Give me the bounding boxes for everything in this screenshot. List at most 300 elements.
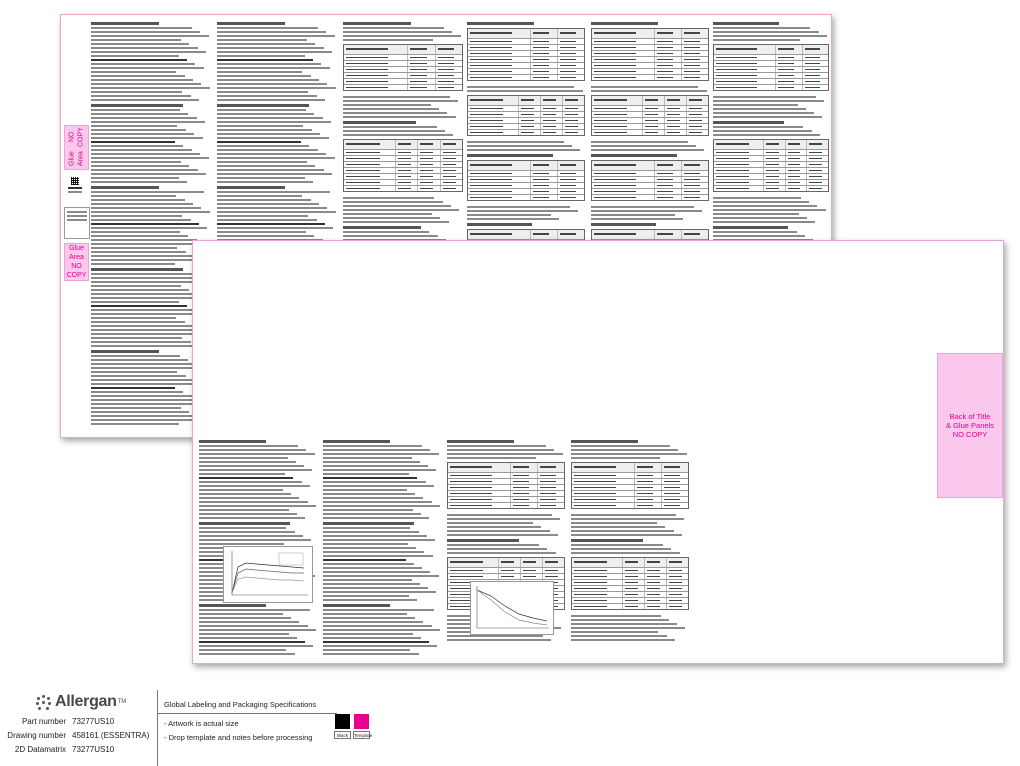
- text-line: [467, 90, 583, 92]
- text-line: [91, 263, 175, 265]
- text-line: [713, 22, 779, 25]
- text-line: [199, 469, 312, 471]
- text-line: [323, 599, 417, 601]
- text-line: [591, 90, 707, 92]
- footer-divider-vertical: [157, 690, 158, 766]
- text-line: [91, 113, 188, 115]
- text-line: [91, 337, 182, 339]
- text-line: [199, 453, 315, 455]
- template-swatch: [354, 714, 369, 729]
- text-line: [217, 173, 332, 175]
- text-line: [343, 22, 411, 25]
- text-line: [217, 99, 325, 101]
- text-line: [447, 449, 554, 451]
- text-line: [323, 613, 407, 615]
- text-line: [217, 43, 315, 45]
- glue-area-left-line2: NO COPY: [66, 263, 87, 279]
- text-line: [91, 153, 200, 155]
- text-line: [571, 440, 638, 443]
- text-line: [467, 214, 551, 216]
- text-line: [343, 235, 438, 237]
- text-line: [343, 226, 421, 229]
- text-line: [91, 99, 199, 101]
- text-line: [217, 59, 313, 61]
- text-line: [91, 149, 192, 151]
- text-line: [91, 71, 176, 73]
- text-line: [199, 633, 289, 635]
- text-line: [217, 63, 321, 65]
- text-line: [591, 86, 698, 88]
- text-line: [217, 231, 306, 233]
- processing-notes: [164, 717, 312, 745]
- text-line: [91, 259, 203, 261]
- allergan-wordmark: Allergan: [55, 693, 117, 710]
- text-line: [323, 551, 424, 553]
- text-line: [217, 27, 318, 29]
- text-line: [343, 108, 439, 110]
- text-line: [323, 501, 432, 503]
- text-line: [343, 104, 431, 106]
- text-line: [199, 649, 286, 651]
- text-line: [323, 461, 420, 463]
- text-line: [91, 181, 187, 183]
- text-line: [217, 95, 317, 97]
- glue-area-left-panel: [64, 243, 89, 281]
- text-line: [571, 453, 687, 455]
- text-line: [91, 391, 183, 393]
- text-line: [91, 317, 176, 319]
- text-line: [713, 112, 814, 114]
- text-line: [323, 645, 437, 647]
- text-line: [323, 449, 430, 451]
- text-line: [571, 530, 674, 532]
- text-line: [91, 211, 210, 213]
- text-line: [199, 501, 308, 503]
- text-line: [91, 293, 198, 295]
- text-line: [323, 527, 410, 529]
- text-line: [199, 609, 310, 611]
- text-line: [467, 206, 570, 208]
- text-line: [91, 407, 181, 409]
- text-line: [91, 301, 179, 303]
- text-line: [323, 485, 434, 487]
- text-line: [447, 552, 556, 554]
- text-line: [447, 526, 541, 528]
- text-line: [713, 205, 817, 207]
- text-line: [447, 530, 550, 532]
- text-line: [713, 104, 798, 106]
- text-line: [713, 121, 784, 124]
- text-line: [591, 223, 656, 226]
- text-line: [447, 522, 533, 524]
- text-line: [217, 191, 330, 193]
- text-line: [217, 129, 312, 131]
- text-line: [91, 239, 197, 241]
- text-line: [323, 617, 415, 619]
- text-line: [199, 481, 302, 483]
- text-line: [217, 219, 317, 221]
- text-line: [91, 47, 198, 49]
- text-line: [713, 116, 822, 118]
- text-line: [323, 587, 428, 589]
- text-line: [217, 149, 318, 151]
- text-line: [217, 104, 309, 107]
- text-line: [343, 201, 443, 203]
- text-line: [199, 645, 313, 647]
- text-line: [199, 461, 296, 463]
- text-line: [343, 100, 458, 102]
- text-line: [571, 522, 657, 524]
- text-line: [199, 457, 288, 459]
- table-block: [591, 160, 709, 201]
- text-line: [591, 206, 694, 208]
- table-block: [467, 28, 585, 81]
- text-line: [91, 415, 198, 417]
- text-line: [91, 203, 193, 205]
- text-line: [217, 91, 308, 93]
- glue-area-top-line2: NO COPY: [68, 127, 85, 147]
- text-line: [91, 305, 187, 307]
- text-line: [217, 22, 285, 25]
- text-line: [91, 75, 185, 77]
- text-line: [323, 453, 439, 455]
- text-line: [91, 309, 195, 311]
- text-line: [91, 186, 159, 189]
- text-line: [91, 207, 201, 209]
- table-block: [467, 160, 585, 201]
- text-line: [217, 71, 302, 73]
- text-line: [343, 231, 429, 233]
- text-line: [91, 379, 194, 381]
- text-line: [91, 129, 186, 131]
- text-line: [323, 591, 436, 593]
- front-text-column-2: [323, 437, 441, 661]
- text-line: [91, 165, 189, 167]
- text-line: [217, 223, 325, 225]
- text-line: [713, 213, 799, 215]
- text-line: [217, 83, 327, 85]
- text-line: [199, 489, 283, 491]
- text-line: [91, 277, 200, 279]
- text-line: [91, 321, 185, 323]
- text-line: [571, 623, 677, 625]
- text-line: [217, 141, 301, 143]
- table-block: [571, 557, 689, 610]
- text-line: [199, 497, 299, 499]
- text-line: [91, 223, 199, 225]
- spec-header: Global Labeling and Packaging Specifications: [164, 700, 317, 709]
- text-line: [91, 387, 175, 389]
- text-line: [343, 134, 453, 136]
- text-line: [91, 247, 177, 249]
- text-line: [91, 359, 188, 361]
- text-line: [91, 121, 205, 123]
- datamatrix-icon: [71, 177, 79, 185]
- text-line: [91, 133, 194, 135]
- template-swatch-label: Template: [354, 733, 373, 738]
- text-line: [91, 145, 183, 147]
- text-line: [571, 539, 643, 542]
- datamatrix-field: [0, 745, 114, 755]
- text-line: [199, 641, 305, 643]
- text-line: [323, 641, 429, 643]
- line-graph-figure-2: [470, 581, 554, 635]
- text-line: [323, 473, 409, 475]
- text-line: [199, 535, 303, 537]
- text-line: [91, 137, 203, 139]
- text-line: [217, 117, 323, 119]
- text-line: [713, 217, 807, 219]
- text-line: [447, 514, 552, 516]
- text-line: [217, 195, 302, 197]
- text-line: [217, 35, 335, 37]
- text-line: [199, 527, 286, 529]
- text-line: [91, 363, 197, 365]
- text-line: [91, 83, 201, 85]
- text-line: [447, 518, 560, 520]
- text-line: [447, 548, 547, 550]
- text-line: [343, 197, 434, 199]
- text-line: [91, 297, 206, 299]
- text-line: [91, 273, 192, 275]
- text-line: [91, 383, 203, 385]
- text-line: [343, 209, 459, 211]
- text-line: [571, 619, 669, 621]
- text-line: [199, 465, 304, 467]
- allergan-logo: [36, 693, 126, 711]
- black-swatch: [335, 714, 350, 729]
- text-line: [91, 255, 194, 257]
- back-of-title-panel: [937, 353, 1003, 498]
- text-line: [343, 217, 440, 219]
- back-of-title-line3: NO COPY: [952, 430, 988, 439]
- text-line: [713, 96, 816, 98]
- text-line: [323, 637, 421, 639]
- text-line: [91, 104, 183, 107]
- text-line: [199, 509, 289, 511]
- text-line: [467, 218, 559, 220]
- text-line: [713, 130, 812, 132]
- text-line: [217, 145, 309, 147]
- text-line: [91, 22, 159, 25]
- text-line: [323, 563, 414, 565]
- text-line: [199, 629, 316, 631]
- text-line: [91, 27, 192, 29]
- text-line: [713, 197, 801, 199]
- text-line: [217, 39, 307, 41]
- glue-area-top-panel: [64, 125, 89, 170]
- text-line: [217, 55, 305, 57]
- part-number-value: 73277US10: [72, 717, 115, 726]
- text-line: [323, 547, 416, 549]
- drawing-number-value: 458161 (ESSENTRA): [72, 731, 150, 740]
- text-line: [713, 100, 824, 102]
- text-line: [91, 161, 181, 163]
- part-number-label: Part number: [21, 717, 66, 726]
- text-line: [323, 497, 423, 499]
- text-line: [91, 95, 191, 97]
- text-line: [323, 513, 421, 515]
- text-line: [713, 134, 820, 136]
- text-line: [199, 531, 295, 533]
- text-line: [91, 329, 201, 331]
- text-line: [713, 201, 809, 203]
- text-line: [323, 517, 429, 519]
- text-line: [91, 231, 180, 233]
- text-line: [217, 47, 324, 49]
- text-line: [199, 445, 298, 447]
- text-line: [343, 221, 449, 223]
- text-line: [91, 235, 188, 237]
- black-swatch-label: Black: [334, 731, 351, 739]
- text-line: [713, 35, 827, 37]
- text-line: [323, 539, 435, 541]
- text-line: [343, 116, 456, 118]
- text-line: [217, 157, 335, 159]
- text-line: [91, 177, 179, 179]
- code-block: [65, 175, 87, 205]
- text-line: [467, 149, 580, 151]
- text-line: [323, 457, 412, 459]
- text-line: [91, 43, 189, 45]
- datamatrix-label: 2D Datamatrix: [14, 745, 66, 754]
- text-line: [713, 209, 826, 211]
- text-line: [91, 285, 181, 287]
- text-line: [571, 514, 676, 516]
- text-line: [217, 109, 306, 111]
- text-line: [571, 518, 684, 520]
- text-line: [217, 211, 336, 213]
- leaflet-front-sheet: [192, 240, 1004, 664]
- text-line: [91, 341, 191, 343]
- text-line: [571, 615, 661, 617]
- text-line: [199, 617, 291, 619]
- text-line: [467, 154, 553, 157]
- note-artwork-size: - Artwork is actual size: [164, 719, 239, 728]
- text-line: [343, 205, 451, 207]
- drawing-number-field: [0, 731, 149, 741]
- text-line: [91, 51, 206, 53]
- text-line: [199, 449, 306, 451]
- text-line: [323, 440, 390, 443]
- text-line: [91, 63, 195, 65]
- text-line: [199, 473, 285, 475]
- glue-area-top-line1: Glue Area: [68, 151, 85, 166]
- text-line: [323, 543, 408, 545]
- text-line: [591, 149, 704, 151]
- text-line: [323, 629, 440, 631]
- text-line: [91, 350, 159, 353]
- text-line: [323, 609, 434, 611]
- text-line: [713, 108, 806, 110]
- text-line: [323, 522, 414, 525]
- line-graph-figure-1: [223, 546, 313, 603]
- text-line: [199, 493, 291, 495]
- text-line: [91, 367, 205, 369]
- text-line: [217, 199, 311, 201]
- text-line: [91, 87, 210, 89]
- text-line: [217, 161, 307, 163]
- text-line: [591, 22, 658, 25]
- text-line: [91, 325, 193, 327]
- text-line: [467, 210, 578, 212]
- text-line: [91, 173, 206, 175]
- text-line: [467, 86, 574, 88]
- text-line: [713, 231, 797, 233]
- text-line: [323, 604, 390, 607]
- text-line: [199, 440, 266, 443]
- text-line: [199, 613, 283, 615]
- text-line: [713, 235, 805, 237]
- text-line: [343, 96, 450, 98]
- text-line: [323, 579, 412, 581]
- table-block: [591, 28, 709, 81]
- legend-box: [64, 207, 90, 239]
- text-line: [343, 39, 433, 41]
- table-block: [447, 462, 565, 509]
- text-line: [91, 117, 197, 119]
- text-line: [199, 604, 266, 607]
- text-line: [91, 157, 209, 159]
- text-line: [199, 543, 284, 545]
- note-drop-template: - Drop template and notes before processing: [164, 733, 313, 742]
- text-line: [217, 215, 308, 217]
- text-line: [323, 555, 433, 557]
- text-line: [199, 621, 299, 623]
- text-line: [91, 399, 200, 401]
- text-line: [323, 469, 436, 471]
- text-line: [217, 79, 319, 81]
- text-line: [323, 621, 423, 623]
- text-line: [323, 489, 407, 491]
- text-line: [323, 625, 432, 627]
- text-line: [217, 133, 320, 135]
- text-line: [91, 195, 176, 197]
- text-line: [199, 477, 293, 479]
- table-block: [343, 44, 463, 91]
- text-line: [91, 219, 191, 221]
- text-line: [217, 181, 313, 183]
- text-line: [91, 355, 180, 357]
- text-line: [571, 445, 670, 447]
- back-of-title-line1: Back of Title: [949, 412, 991, 421]
- table-block: [343, 139, 463, 192]
- text-line: [323, 505, 440, 507]
- text-line: [571, 552, 680, 554]
- text-line: [91, 243, 205, 245]
- text-line: [713, 31, 819, 33]
- text-line: [447, 639, 551, 641]
- text-line: [91, 191, 204, 193]
- text-line: [91, 31, 200, 33]
- text-line: [591, 141, 688, 143]
- text-line: [323, 559, 406, 561]
- text-line: [199, 513, 297, 515]
- front-text-column-4: [571, 437, 689, 661]
- text-line: [323, 445, 422, 447]
- text-line: [323, 649, 410, 651]
- text-line: [217, 31, 326, 33]
- text-line: [323, 653, 419, 655]
- text-line: [323, 509, 413, 511]
- text-line: [571, 631, 658, 633]
- text-line: [91, 423, 179, 425]
- text-line: [91, 227, 207, 229]
- text-line: [343, 126, 437, 128]
- text-line: [323, 465, 428, 467]
- text-line: [199, 653, 295, 655]
- text-line: [91, 251, 186, 253]
